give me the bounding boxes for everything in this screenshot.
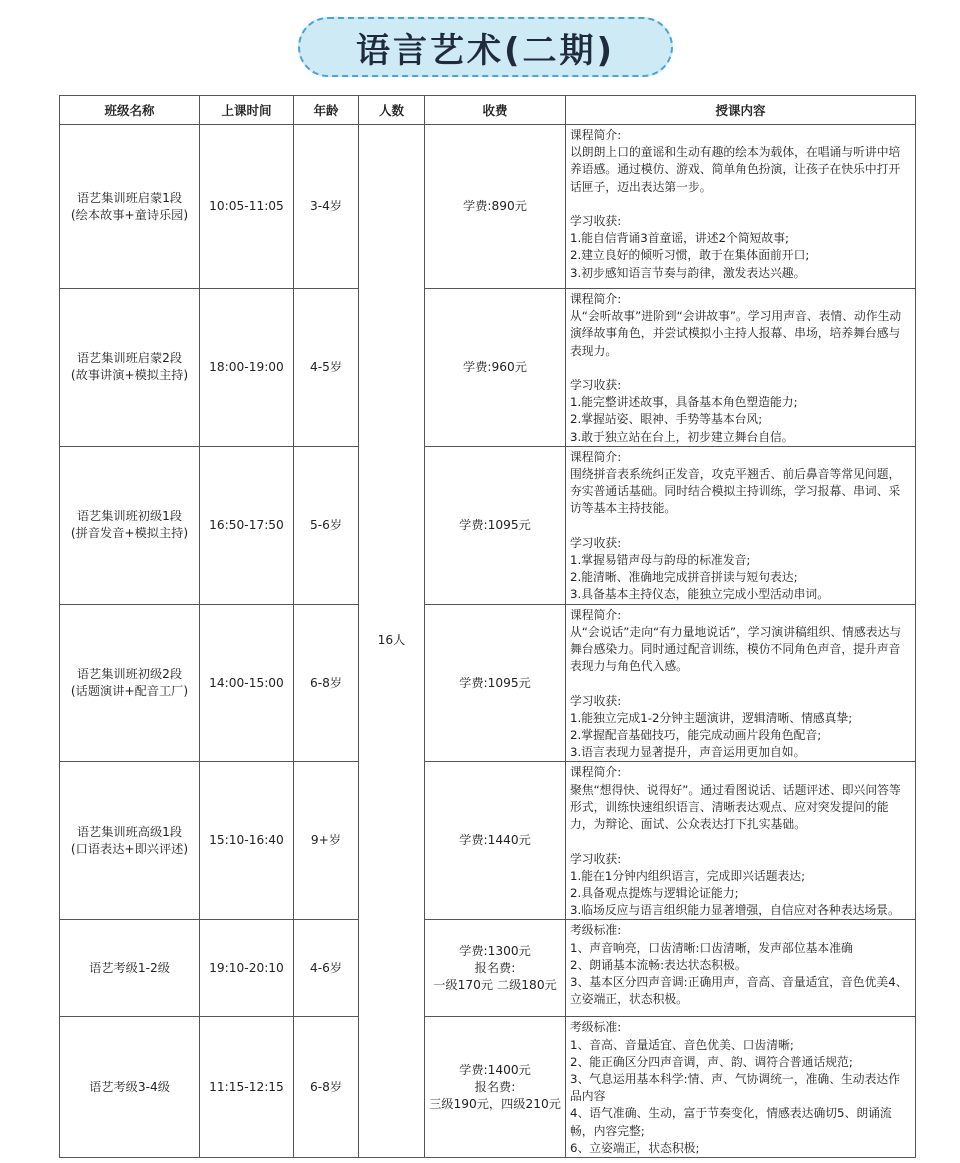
class-name: 语艺集训班启蒙2段 (故事讲演+模拟主持) (60, 289, 200, 447)
class-name: 语艺集训班启蒙1段 (绘本故事+童诗乐园) (60, 125, 200, 289)
class-content: 课程简介: 聚焦“想得快、说得好”。通过看图说话、话题评述、即兴问答等形式，训练快速组织语言、清晰表达观点、应对突发提问的能力，为辩论、面试、公众表达打下扎实基础。 学习收获: 1.能在1分钟内组织语言，完成即兴话题表达; 2.具备观点提炼与逻辑论证能力; 3.临场反应与语言组织能力显著增强，自信应对各种表达场景。 (566, 762, 916, 920)
class-time: 19:10-20:10 (200, 920, 294, 1017)
header-fee: 收费 (425, 96, 566, 125)
class-age: 3-4岁 (294, 125, 359, 289)
class-name: 语艺集训班初级1段 (拼音发音+模拟主持) (60, 446, 200, 604)
class-content: 考级标准: 1、音高、音量适宜、音色优美、口齿清晰; 2、能正确区分四声音调，声、韵、调符合普通话规范; 3、气息运用基本科学:情、声、气协调统一，准确、生动表达作品内容 4、语气准确、生动，富于节奏变化，情感表达确切5、朗诵流畅，内容完整; 6、立姿端正，状态积极; (566, 1017, 916, 1158)
class-content: 课程简介: 从“会听故事”进阶到“会讲故事”。学习用声音、表情、动作生动演绎故事角色，并尝试模拟小主持人报幕、串场，培养舞台感与表现力。 学习收获: 1.能完整讲述故事，具备基本角色塑造能力; 2.掌握站姿、眼神、手势等基本台风; 3.敢于独立站在台上，初步建立舞台自信。 (566, 289, 916, 447)
table-row (60, 1017, 916, 1158)
class-fee: 学费:890元 (425, 125, 566, 289)
class-time: 16:50-17:50 (200, 446, 294, 604)
class-age: 4-5岁 (294, 289, 359, 447)
class-time: 11:15-12:15 (200, 1017, 294, 1158)
header-age: 年龄 (294, 96, 359, 125)
class-content: 课程简介: 围绕拼音表系统纠正发音，攻克平翘舌、前后鼻音等常见问题，夯实普通话基础。同时结合模拟主持训练，学习报幕、串词、采访等基本主持技能。 学习收获: 1.掌握易错声母与韵母的标准发音; 2.能清晰、准确地完成拼音拼读与短句表达; 3.具备基本主持仪态，能独立完成小型活动串词。 (566, 446, 916, 604)
class-age: 9+岁 (294, 762, 359, 920)
class-fee: 学费:1095元 (425, 446, 566, 604)
class-name: 语艺集训班高级1段 (口语表达+即兴评述) (60, 762, 200, 920)
class-fee: 学费:960元 (425, 289, 566, 447)
page-title: 语言艺术(二期) (355, 30, 616, 71)
class-capacity: 16人 (359, 125, 425, 1158)
header-content: 授课内容 (566, 96, 916, 125)
class-time: 15:10-16:40 (200, 762, 294, 920)
table-row (60, 446, 916, 604)
class-age: 6-8岁 (294, 1017, 359, 1158)
table-row (60, 604, 916, 762)
class-age: 5-6岁 (294, 446, 359, 604)
class-time: 10:05-11:05 (200, 125, 294, 289)
class-content: 课程简介: 从“会说话”走向“有力量地说话”，学习演讲稿组织、情感表达与舞台感染力。同时通过配音训练，模仿不同角色声音，提升声音表现力与角色代入感。 学习收获: 1.能独立完成1-2分钟主题演讲，逻辑清晰、情感真挚; 2.掌握配音基础技巧，能完成动画片段角色配音; 3.语言表现力显著提升，声音运用更加自如。 (566, 604, 916, 762)
class-fee: 学费:1300元 报名费: 一级170元 二级180元 (425, 920, 566, 1017)
class-fee: 学费:1095元 (425, 604, 566, 762)
table-row (60, 920, 916, 1017)
class-content: 课程简介: 以朗朗上口的童谣和生动有趣的绘本为载体，在唱诵与听讲中培养语感。通过模仿、游戏、简单角色扮演，让孩子在快乐中打开话匣子，迈出表达第一步。 学习收获: 1.能自信背诵3首童谣，讲述2个简短故事; 2.建立良好的倾听习惯，敢于在集体面前开口; 3.初步感知语言节奏与韵律，激发表达兴趣。 (566, 125, 916, 289)
table-row (60, 289, 916, 447)
title-banner (298, 17, 673, 77)
class-name: 语艺考级1-2级 (60, 920, 200, 1017)
class-age: 4-6岁 (294, 920, 359, 1017)
class-time: 18:00-19:00 (200, 289, 294, 447)
header-capacity: 人数 (359, 96, 425, 125)
class-name: 语艺集训班初级2段 (话题演讲+配音工厂) (60, 604, 200, 762)
class-time: 14:00-15:00 (200, 604, 294, 762)
class-fee: 学费:1400元 报名费: 三级190元，四级210元 (425, 1017, 566, 1158)
table-row (60, 762, 916, 920)
table-header-row (60, 96, 916, 125)
class-content: 考级标准: 1、声音响亮，口齿清晰:口齿清晰，发声部位基本准确 2、朗诵基本流畅:表达状态积极。 3、基本区分四声音调:正确用声，音高、音量适宜，音色优美4、立姿端正，状态积极。 (566, 920, 916, 1017)
class-fee: 学费:1440元 (425, 762, 566, 920)
class-age: 6-8岁 (294, 604, 359, 762)
header-time: 上课时间 (200, 96, 294, 125)
course-table (59, 95, 916, 1158)
class-name: 语艺考级3-4级 (60, 1017, 200, 1158)
table-row (60, 125, 916, 289)
header-class-name: 班级名称 (60, 96, 200, 125)
